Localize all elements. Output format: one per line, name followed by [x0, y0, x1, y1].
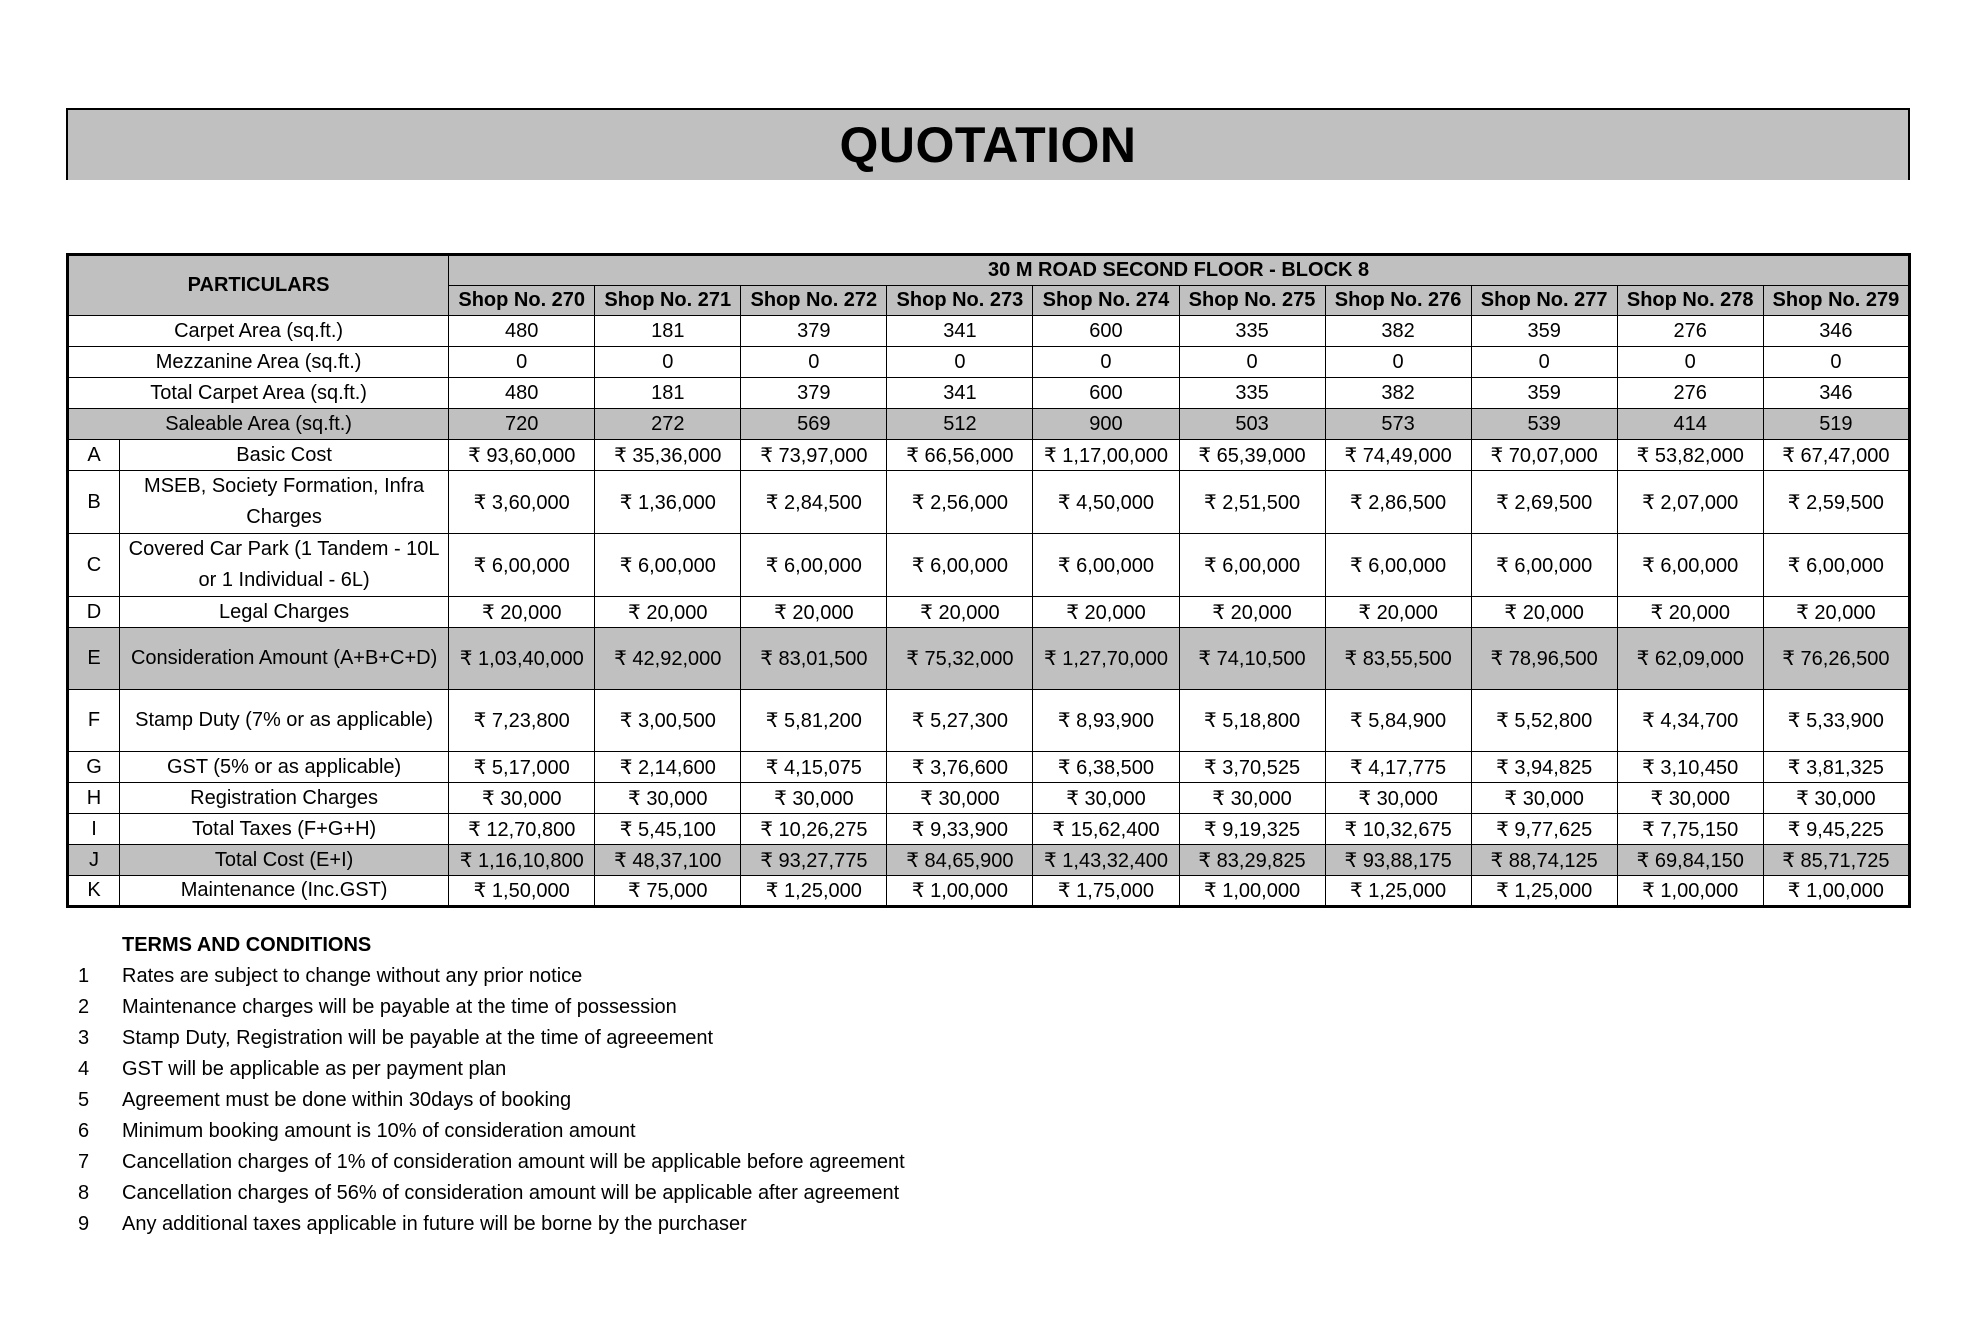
terms-item: [78, 1116, 905, 1147]
value-cell: ₹ 4,17,775: [1325, 752, 1471, 783]
shop-header-cell: Shop No. 270: [449, 286, 595, 316]
value-cell: ₹ 5,45,100: [595, 814, 741, 845]
table-row: [68, 597, 1910, 628]
value-cell: ₹ 20,000: [1471, 597, 1617, 628]
value-cell: 0: [1471, 347, 1617, 378]
row-label: GST (5% or as applicable): [120, 752, 449, 783]
terms-item-text: Agreement must be done within 30days of booking: [122, 1089, 572, 1111]
value-cell: ₹ 1,17,00,000: [1033, 440, 1179, 471]
value-cell: 379: [741, 316, 887, 347]
row-label: Registration Charges: [120, 783, 449, 814]
value-cell: 272: [595, 409, 741, 440]
value-cell: ₹ 12,70,800: [449, 814, 595, 845]
terms-item-text: Rates are subject to change without any prior notice: [122, 965, 583, 987]
value-cell: 346: [1763, 378, 1909, 409]
value-cell: 0: [741, 347, 887, 378]
value-cell: 480: [449, 378, 595, 409]
value-cell: 900: [1033, 409, 1179, 440]
value-cell: ₹ 88,74,125: [1471, 845, 1617, 876]
value-cell: ₹ 74,49,000: [1325, 440, 1471, 471]
terms-item-number: 4: [78, 1058, 90, 1080]
value-cell: ₹ 75,000: [595, 876, 741, 907]
value-cell: 519: [1763, 409, 1909, 440]
terms-item-number: 1: [78, 965, 90, 987]
value-cell: ₹ 10,32,675: [1325, 814, 1471, 845]
terms-heading: TERMS AND CONDITIONS: [122, 934, 372, 956]
row-code: G: [68, 752, 120, 783]
value-cell: ₹ 5,81,200: [741, 690, 887, 752]
value-cell: ₹ 6,00,000: [1033, 534, 1179, 597]
row-label: Stamp Duty (7% or as applicable): [120, 690, 449, 752]
row-code: A: [68, 440, 120, 471]
value-cell: 335: [1179, 316, 1325, 347]
value-cell: ₹ 20,000: [1179, 597, 1325, 628]
table-row: [68, 378, 1910, 409]
value-cell: 276: [1617, 378, 1763, 409]
value-cell: 181: [595, 378, 741, 409]
terms-item-text: Any additional taxes applicable in future will be borne by the purchaser: [122, 1213, 747, 1235]
terms-item-text: GST will be applicable as per payment plan: [122, 1058, 507, 1080]
shop-header-cell: Shop No. 277: [1471, 286, 1617, 316]
row-code: B: [68, 471, 120, 534]
page-title: QUOTATION: [839, 117, 1137, 173]
value-cell: ₹ 20,000: [1763, 597, 1909, 628]
value-cell: ₹ 20,000: [449, 597, 595, 628]
value-cell: ₹ 9,33,900: [887, 814, 1033, 845]
shop-header-cell: Shop No. 271: [595, 286, 741, 316]
value-cell: ₹ 30,000: [1179, 783, 1325, 814]
value-cell: ₹ 30,000: [1617, 783, 1763, 814]
value-cell: ₹ 6,00,000: [887, 534, 1033, 597]
value-cell: ₹ 83,55,500: [1325, 628, 1471, 690]
value-cell: ₹ 3,81,325: [1763, 752, 1909, 783]
terms-item-number: 5: [78, 1089, 90, 1111]
value-cell: ₹ 93,88,175: [1325, 845, 1471, 876]
value-cell: ₹ 83,01,500: [741, 628, 887, 690]
value-cell: ₹ 1,00,000: [1617, 876, 1763, 907]
value-cell: ₹ 83,29,825: [1179, 845, 1325, 876]
value-cell: 181: [595, 316, 741, 347]
value-cell: ₹ 2,84,500: [741, 471, 887, 534]
value-cell: ₹ 1,43,32,400: [1033, 845, 1179, 876]
value-cell: 0: [887, 347, 1033, 378]
value-cell: ₹ 6,00,000: [1325, 534, 1471, 597]
terms-list: [78, 961, 905, 1240]
value-cell: 0: [1325, 347, 1471, 378]
terms-item-text: Cancellation charges of 56% of consideration amount will be applicable after agreement: [122, 1182, 900, 1204]
row-label: Covered Car Park (1 Tandem - 10L or 1 Individual - 6L): [120, 534, 449, 597]
row-label: Consideration Amount (A+B+C+D): [120, 628, 449, 690]
value-cell: ₹ 7,75,150: [1617, 814, 1763, 845]
value-cell: 382: [1325, 378, 1471, 409]
row-label: Legal Charges: [120, 597, 449, 628]
particulars-header: PARTICULARS: [68, 255, 449, 316]
value-cell: 359: [1471, 316, 1617, 347]
value-cell: 573: [1325, 409, 1471, 440]
value-cell: ₹ 6,38,500: [1033, 752, 1179, 783]
value-cell: ₹ 78,96,500: [1471, 628, 1617, 690]
table-row: [68, 534, 1910, 597]
table-row: [68, 440, 1910, 471]
shop-header-cell: Shop No. 273: [887, 286, 1033, 316]
value-cell: 0: [1617, 347, 1763, 378]
row-label: Total Cost (E+I): [120, 845, 449, 876]
row-label: Basic Cost: [120, 440, 449, 471]
row-code: I: [68, 814, 120, 845]
terms-item: [78, 1054, 905, 1085]
value-cell: ₹ 2,07,000: [1617, 471, 1763, 534]
value-cell: ₹ 5,33,900: [1763, 690, 1909, 752]
table-row: [68, 347, 1910, 378]
row-label: Maintenance (Inc.GST): [120, 876, 449, 907]
value-cell: ₹ 6,00,000: [741, 534, 887, 597]
value-cell: ₹ 75,32,000: [887, 628, 1033, 690]
value-cell: ₹ 20,000: [1325, 597, 1471, 628]
value-cell: ₹ 1,36,000: [595, 471, 741, 534]
value-cell: ₹ 10,26,275: [741, 814, 887, 845]
row-code: H: [68, 783, 120, 814]
value-cell: ₹ 6,00,000: [595, 534, 741, 597]
terms-item-number: 6: [78, 1120, 90, 1142]
value-cell: ₹ 30,000: [595, 783, 741, 814]
value-cell: ₹ 5,27,300: [887, 690, 1033, 752]
value-cell: ₹ 1,00,000: [887, 876, 1033, 907]
shop-header-cell: Shop No. 279: [1763, 286, 1909, 316]
table-row: [68, 845, 1910, 876]
value-cell: ₹ 48,37,100: [595, 845, 741, 876]
value-cell: 276: [1617, 316, 1763, 347]
value-cell: 341: [887, 316, 1033, 347]
terms-item-number: 9: [78, 1213, 90, 1235]
value-cell: ₹ 4,34,700: [1617, 690, 1763, 752]
value-cell: 346: [1763, 316, 1909, 347]
value-cell: 539: [1471, 409, 1617, 440]
value-cell: ₹ 8,93,900: [1033, 690, 1179, 752]
value-cell: ₹ 2,86,500: [1325, 471, 1471, 534]
value-cell: ₹ 9,19,325: [1179, 814, 1325, 845]
value-cell: 600: [1033, 316, 1179, 347]
value-cell: 414: [1617, 409, 1763, 440]
value-cell: ₹ 1,50,000: [449, 876, 595, 907]
value-cell: 0: [1179, 347, 1325, 378]
value-cell: ₹ 2,51,500: [1179, 471, 1325, 534]
shop-header-cell: Shop No. 278: [1617, 286, 1763, 316]
value-cell: ₹ 1,25,000: [741, 876, 887, 907]
row-code: E: [68, 628, 120, 690]
row-code: D: [68, 597, 120, 628]
value-cell: ₹ 73,97,000: [741, 440, 887, 471]
value-cell: ₹ 1,75,000: [1033, 876, 1179, 907]
value-cell: ₹ 3,00,500: [595, 690, 741, 752]
terms-item: [78, 1209, 905, 1240]
value-cell: 379: [741, 378, 887, 409]
row-label: Total Carpet Area (sq.ft.): [68, 378, 449, 409]
value-cell: ₹ 53,82,000: [1617, 440, 1763, 471]
value-cell: ₹ 20,000: [741, 597, 887, 628]
value-cell: ₹ 5,18,800: [1179, 690, 1325, 752]
table-row: [68, 690, 1910, 752]
table-row: [68, 783, 1910, 814]
row-code: F: [68, 690, 120, 752]
value-cell: ₹ 5,84,900: [1325, 690, 1471, 752]
value-cell: ₹ 66,56,000: [887, 440, 1033, 471]
value-cell: ₹ 84,65,900: [887, 845, 1033, 876]
value-cell: ₹ 20,000: [595, 597, 741, 628]
value-cell: ₹ 93,27,775: [741, 845, 887, 876]
value-cell: ₹ 2,69,500: [1471, 471, 1617, 534]
shop-header-cell: Shop No. 276: [1325, 286, 1471, 316]
value-cell: ₹ 3,70,525: [1179, 752, 1325, 783]
table-row: [68, 628, 1910, 690]
value-cell: ₹ 6,00,000: [1617, 534, 1763, 597]
value-cell: ₹ 2,14,600: [595, 752, 741, 783]
title-bar: [66, 108, 1910, 180]
value-cell: 512: [887, 409, 1033, 440]
value-cell: 0: [595, 347, 741, 378]
value-cell: ₹ 1,00,000: [1179, 876, 1325, 907]
terms-item-text: Stamp Duty, Registration will be payable at the time of agreeement: [122, 1027, 714, 1049]
row-code: J: [68, 845, 120, 876]
value-cell: ₹ 1,25,000: [1471, 876, 1617, 907]
value-cell: ₹ 76,26,500: [1763, 628, 1909, 690]
value-cell: ₹ 3,76,600: [887, 752, 1033, 783]
value-cell: ₹ 2,56,000: [887, 471, 1033, 534]
value-cell: ₹ 93,60,000: [449, 440, 595, 471]
row-label: MSEB, Society Formation, Infra Charges: [120, 471, 449, 534]
value-cell: ₹ 30,000: [1471, 783, 1617, 814]
value-cell: ₹ 9,77,625: [1471, 814, 1617, 845]
value-cell: ₹ 1,25,000: [1325, 876, 1471, 907]
value-cell: ₹ 6,00,000: [1471, 534, 1617, 597]
shop-header-cell: Shop No. 274: [1033, 286, 1179, 316]
table-row: [68, 409, 1910, 440]
value-cell: ₹ 3,94,825: [1471, 752, 1617, 783]
value-cell: ₹ 15,62,400: [1033, 814, 1179, 845]
value-cell: 0: [1033, 347, 1179, 378]
row-label: Total Taxes (F+G+H): [120, 814, 449, 845]
terms-item-text: Maintenance charges will be payable at the time of possession: [122, 996, 677, 1018]
shop-header-cell: Shop No. 275: [1179, 286, 1325, 316]
terms-item: [78, 992, 905, 1023]
value-cell: ₹ 30,000: [741, 783, 887, 814]
value-cell: ₹ 4,50,000: [1033, 471, 1179, 534]
terms-item: [78, 1085, 905, 1116]
terms-item-text: Cancellation charges of 1% of consideration amount will be applicable before agreement: [122, 1151, 905, 1173]
value-cell: ₹ 3,60,000: [449, 471, 595, 534]
value-cell: 503: [1179, 409, 1325, 440]
value-cell: ₹ 1,03,40,000: [449, 628, 595, 690]
row-code: K: [68, 876, 120, 907]
value-cell: ₹ 42,92,000: [595, 628, 741, 690]
value-cell: ₹ 3,10,450: [1617, 752, 1763, 783]
value-cell: 0: [1763, 347, 1909, 378]
quotation-table: [66, 253, 1911, 908]
value-cell: ₹ 5,52,800: [1471, 690, 1617, 752]
terms-item: [78, 1023, 905, 1054]
value-cell: ₹ 9,45,225: [1763, 814, 1909, 845]
value-cell: ₹ 4,15,075: [741, 752, 887, 783]
value-cell: 335: [1179, 378, 1325, 409]
row-label: Carpet Area (sq.ft.): [68, 316, 449, 347]
value-cell: 720: [449, 409, 595, 440]
value-cell: 569: [741, 409, 887, 440]
terms-item-number: 7: [78, 1151, 90, 1173]
table-row: [68, 471, 1910, 534]
terms-item-number: 8: [78, 1182, 90, 1204]
value-cell: ₹ 2,59,500: [1763, 471, 1909, 534]
terms-item-number: 2: [78, 996, 90, 1018]
value-cell: ₹ 30,000: [1763, 783, 1909, 814]
value-cell: 600: [1033, 378, 1179, 409]
value-cell: ₹ 62,09,000: [1617, 628, 1763, 690]
value-cell: 480: [449, 316, 595, 347]
terms-item-number: 3: [78, 1027, 90, 1049]
value-cell: ₹ 67,47,000: [1763, 440, 1909, 471]
value-cell: 341: [887, 378, 1033, 409]
row-label: Saleable Area (sq.ft.): [68, 409, 449, 440]
table-row: [68, 316, 1910, 347]
value-cell: ₹ 1,16,10,800: [449, 845, 595, 876]
value-cell: ₹ 74,10,500: [1179, 628, 1325, 690]
value-cell: ₹ 6,00,000: [1763, 534, 1909, 597]
value-cell: 382: [1325, 316, 1471, 347]
value-cell: ₹ 30,000: [1033, 783, 1179, 814]
value-cell: ₹ 7,23,800: [449, 690, 595, 752]
value-cell: 359: [1471, 378, 1617, 409]
value-cell: ₹ 85,71,725: [1763, 845, 1909, 876]
value-cell: ₹ 65,39,000: [1179, 440, 1325, 471]
value-cell: ₹ 1,27,70,000: [1033, 628, 1179, 690]
value-cell: ₹ 30,000: [449, 783, 595, 814]
value-cell: ₹ 6,00,000: [449, 534, 595, 597]
terms-item: [78, 1147, 905, 1178]
terms-item: [78, 961, 905, 992]
shop-header-cell: Shop No. 272: [741, 286, 887, 316]
value-cell: ₹ 30,000: [1325, 783, 1471, 814]
value-cell: ₹ 70,07,000: [1471, 440, 1617, 471]
value-cell: ₹ 6,00,000: [1179, 534, 1325, 597]
table-row: [68, 814, 1910, 845]
value-cell: ₹ 30,000: [887, 783, 1033, 814]
row-label: Mezzanine Area (sq.ft.): [68, 347, 449, 378]
table-row: [68, 876, 1910, 907]
row-code: C: [68, 534, 120, 597]
quotation-body: [68, 316, 1910, 907]
terms-item-text: Minimum booking amount is 10% of consideration amount: [122, 1120, 636, 1142]
block-title: 30 M ROAD SECOND FLOOR - BLOCK 8: [449, 255, 1910, 286]
value-cell: 0: [449, 347, 595, 378]
terms-item: [78, 1178, 905, 1209]
value-cell: ₹ 20,000: [1617, 597, 1763, 628]
value-cell: ₹ 5,17,000: [449, 752, 595, 783]
value-cell: ₹ 1,00,000: [1763, 876, 1909, 907]
value-cell: ₹ 69,84,150: [1617, 845, 1763, 876]
value-cell: ₹ 20,000: [1033, 597, 1179, 628]
table-row: [68, 752, 1910, 783]
value-cell: ₹ 35,36,000: [595, 440, 741, 471]
terms-section: [78, 930, 905, 1240]
value-cell: ₹ 20,000: [887, 597, 1033, 628]
